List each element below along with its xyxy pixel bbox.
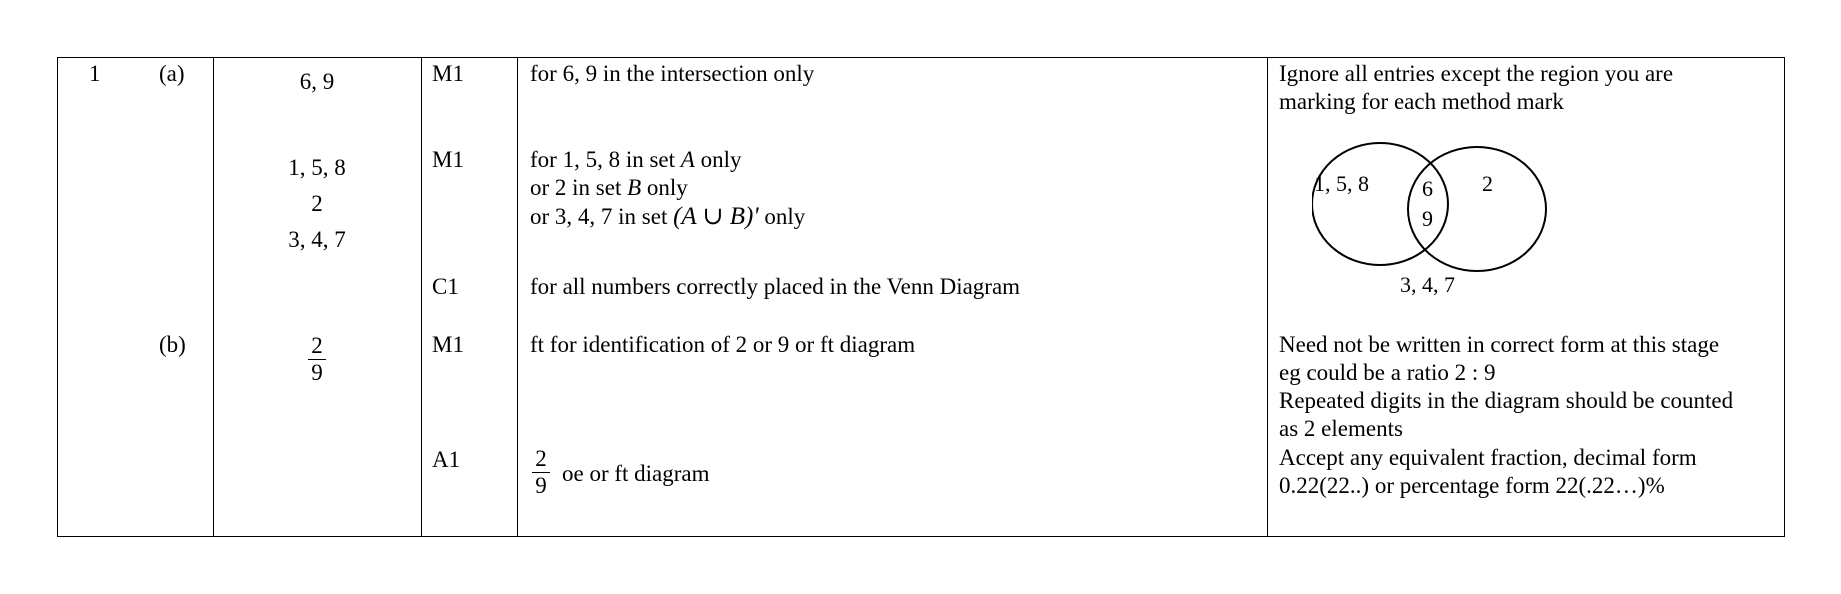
criteria-line: or 3, 4, 7 in set (A ∪ B)' only	[530, 203, 806, 230]
answer-fraction: 2 9	[306, 333, 328, 386]
mark-m1: M1	[432, 147, 464, 172]
venn-outside: 3, 4, 7	[1400, 272, 1455, 297]
guidance-note: marking for each method mark	[1279, 89, 1564, 114]
criteria-text: ft for identification of 2 or 9 or ft diagram	[530, 332, 916, 357]
criteria-line: or 2 in set B only	[530, 175, 688, 200]
column-divider	[1267, 57, 1268, 537]
venn-intersection-9: 9	[1422, 206, 1433, 231]
criteria-text: for 6, 9 in the intersection only	[530, 61, 815, 86]
mark-c1: C1	[432, 274, 459, 299]
mark-a1: A1	[432, 447, 461, 472]
guidance-note: Repeated digits in the diagram should be counted	[1279, 388, 1734, 413]
criteria-text: for all numbers correctly placed in the Venn Diagram	[530, 274, 1021, 299]
mark-m1: M1	[432, 61, 464, 86]
question-number: 1	[89, 61, 101, 86]
guidance-note: as 2 elements	[1279, 416, 1403, 441]
part-b-label: (b)	[159, 332, 186, 357]
column-divider	[421, 57, 422, 537]
guidance-note: Need not be written in correct form at this stage	[1279, 332, 1720, 357]
column-divider	[213, 57, 214, 537]
criteria-text: oe or ft diagram	[562, 461, 710, 486]
part-a-label: (a)	[159, 61, 185, 86]
criteria-fraction: 2 9	[530, 446, 552, 499]
criteria-line: for 1, 5, 8 in set A only	[530, 147, 742, 172]
venn-b-only: 2	[1482, 171, 1493, 196]
guidance-note: eg could be a ratio 2 : 9	[1279, 360, 1496, 385]
answer-set-a: 1, 5, 8	[288, 155, 346, 180]
answer-complement: 3, 4, 7	[288, 227, 346, 252]
mark-m1: M1	[432, 332, 464, 357]
venn-intersection-6: 6	[1422, 176, 1433, 201]
venn-a-only: 1, 5, 8	[1314, 171, 1369, 196]
answer-set-b: 2	[311, 191, 323, 216]
column-divider	[517, 57, 518, 537]
answer-6-9: 6, 9	[299, 69, 335, 94]
guidance-note: Accept any equivalent fraction, decimal form	[1279, 445, 1697, 470]
venn-diagram	[1312, 142, 1562, 298]
guidance-note: 0.22(22..) or percentage form 22(.22…)%	[1279, 473, 1665, 498]
set-a-circle	[1312, 143, 1448, 265]
guidance-note: Ignore all entries except the region you are	[1279, 61, 1674, 86]
